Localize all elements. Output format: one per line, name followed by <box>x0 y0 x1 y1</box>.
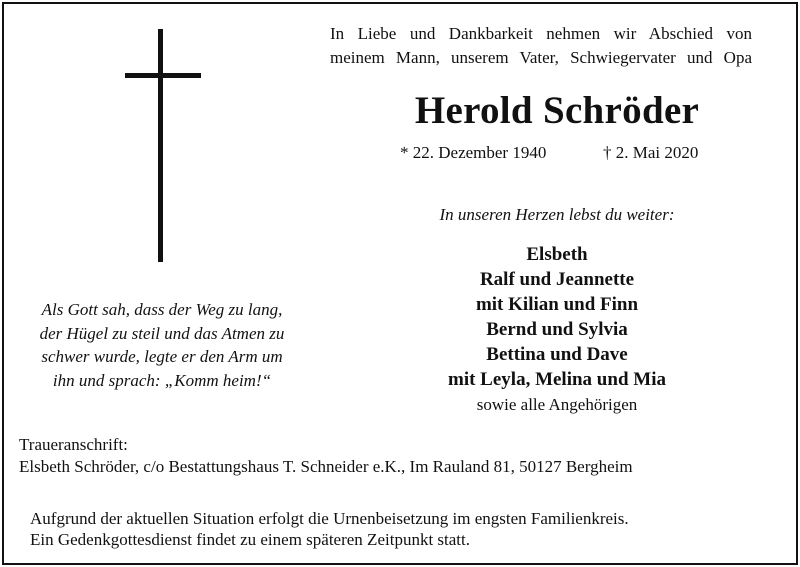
poem-line: ihn und sprach: „Komm heim!“ <box>52 370 272 390</box>
death-date: † 2. Mai 2020 <box>603 143 699 162</box>
family-rest: sowie alle Angehörigen <box>476 395 638 414</box>
notice-line: Ein Gedenkgottesdienst findet zu einem späteren Zeitpunkt statt. <box>30 530 470 549</box>
poem-line: Als Gott sah, dass der Weg zu lang, <box>41 300 283 319</box>
family-member: Bettina und Dave <box>486 344 628 365</box>
family-member: Bernd und Sylvia <box>486 319 628 340</box>
intro-line: In Liebe und Dankbarkeit nehmen wir Abschied von <box>330 24 752 43</box>
burial-notice <box>30 508 629 550</box>
address-label: Traueranschrift: <box>19 435 128 454</box>
poem <box>2 298 322 392</box>
motto-text: In unseren Herzen lebst du weiter: <box>439 205 675 224</box>
cross-horizontal-bar <box>125 73 201 78</box>
poem-line: schwer wurde, legte er den Arm um <box>41 347 283 366</box>
intro-line: meinem Mann, unserem Vater, Schwiegervater und Opa <box>330 48 752 67</box>
intro-text <box>330 22 752 70</box>
poem-line: der Hügel zu steil und das Atmen zu <box>39 323 285 343</box>
cross-vertical-bar <box>158 29 163 262</box>
notice-line: Aufgrund der aktuellen Situation erfolgt die Urnenbeisetzung im engsten Familienkreis. <box>30 509 629 528</box>
family-member: Elsbeth <box>526 244 588 265</box>
mourning-address <box>19 434 633 478</box>
family-member: mit Leyla, Melina und Mia <box>448 369 666 390</box>
family-member: mit Kilian und Finn <box>475 294 639 315</box>
family-member: Ralf und Jeannette <box>479 269 635 290</box>
deceased-name: Herold Schröder <box>414 89 700 132</box>
birth-date: * 22. Dezember 1940 <box>400 143 547 162</box>
address-text: Elsbeth Schröder, c/o Bestattungshaus T. Schneider e.K., Im Rauland 81, 50127 Bergheim <box>19 457 633 476</box>
family-list <box>330 242 784 417</box>
